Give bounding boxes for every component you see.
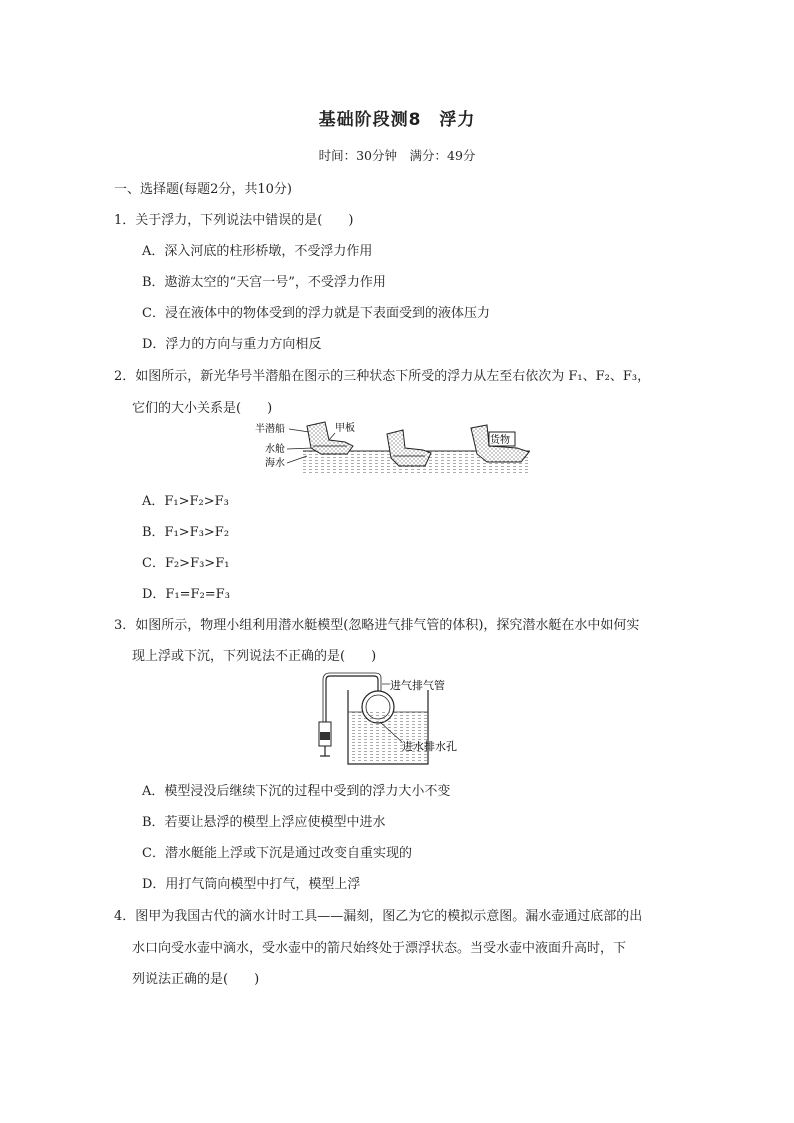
question-4-stem-cont-1: 水口向受水壶中滴水，受水壶中的箭尺始终处于漂浮状态。当受水壶中液面升高时，下 xyxy=(132,941,627,956)
question-1-option-c: C．浸在液体中的物体受到的浮力就是下表面受到的液体压力 xyxy=(142,306,490,321)
page-title: 基础阶段测8 浮力 xyxy=(318,110,476,130)
question-2-option-c: C．F₂>F₃>F₁ xyxy=(142,556,230,571)
question-2-stem-cont: 它们的大小关系是( ) xyxy=(132,401,273,416)
question-1-option-a: A．深入河底的柱形桥墩，不受浮力作用 xyxy=(142,244,373,259)
question-1-option-d: D．浮力的方向与重力方向相反 xyxy=(142,337,322,352)
question-2-option-b: B．F₁>F₃>F₂ xyxy=(142,525,230,540)
label-air-pipe: 进气排气管 xyxy=(390,679,445,692)
question-3-option-a: A．模型浸没后继续下沉的过程中受到的浮力大小不变 xyxy=(142,784,451,799)
submarine-model-figure xyxy=(316,672,486,768)
ship-2 xyxy=(387,430,431,466)
label-cargo: 货物 xyxy=(490,435,510,446)
question-4-stem: 4．图甲为我国古代的滴水计时工具——漏刻，图乙为它的模拟示意图。漏水壶通过底部的出 xyxy=(114,909,643,924)
question-2-option-a: A．F₁>F₂>F₃ xyxy=(142,494,229,509)
section-heading: 一、选择题(每题2分，共10分) xyxy=(114,182,292,197)
question-3-option-c: C．潜水艇能上浮或下沉是通过改变自重实现的 xyxy=(142,846,412,861)
question-1-stem: 1．关于浮力，下列说法中错误的是( ) xyxy=(114,213,354,228)
label-sea-water: 海水 xyxy=(265,458,285,469)
question-2-stem: 2．如图所示，新光华号半潜船在图示的三种状态下所受的浮力从左至右依次为 F₁、F₂、F₃， xyxy=(114,369,651,384)
question-3-stem: 3．如图所示，物理小组利用潜水艇模型(忽略进气排气管的体积)，探究潜水艇在水中如何实 xyxy=(114,618,640,633)
question-2-option-d: D．F₁=F₂=F₃ xyxy=(142,587,230,602)
label-water-tank: 水舱 xyxy=(265,444,285,455)
label-deck: 甲板 xyxy=(335,423,355,434)
label-semi-submersible: 半潜船 xyxy=(255,424,285,435)
question-4-stem-cont-2: 列说法正确的是( ) xyxy=(132,972,260,987)
question-3-option-d: D．用打气筒向模型中打气，模型上浮 xyxy=(142,877,361,892)
question-1-option-b: B．遨游太空的“天宫一号”，不受浮力作用 xyxy=(142,275,386,290)
label-water-hole: 进水排水孔 xyxy=(402,740,457,753)
question-3-option-b: B．若要让悬浮的模型上浮应使模型中进水 xyxy=(142,815,386,830)
question-3-stem-cont: 现上浮或下沉，下列说法不正确的是( ) xyxy=(132,649,377,664)
exam-info: 时间：30分钟 满分：49分 xyxy=(318,148,476,163)
semi-submersible-ship-figure xyxy=(255,420,535,478)
